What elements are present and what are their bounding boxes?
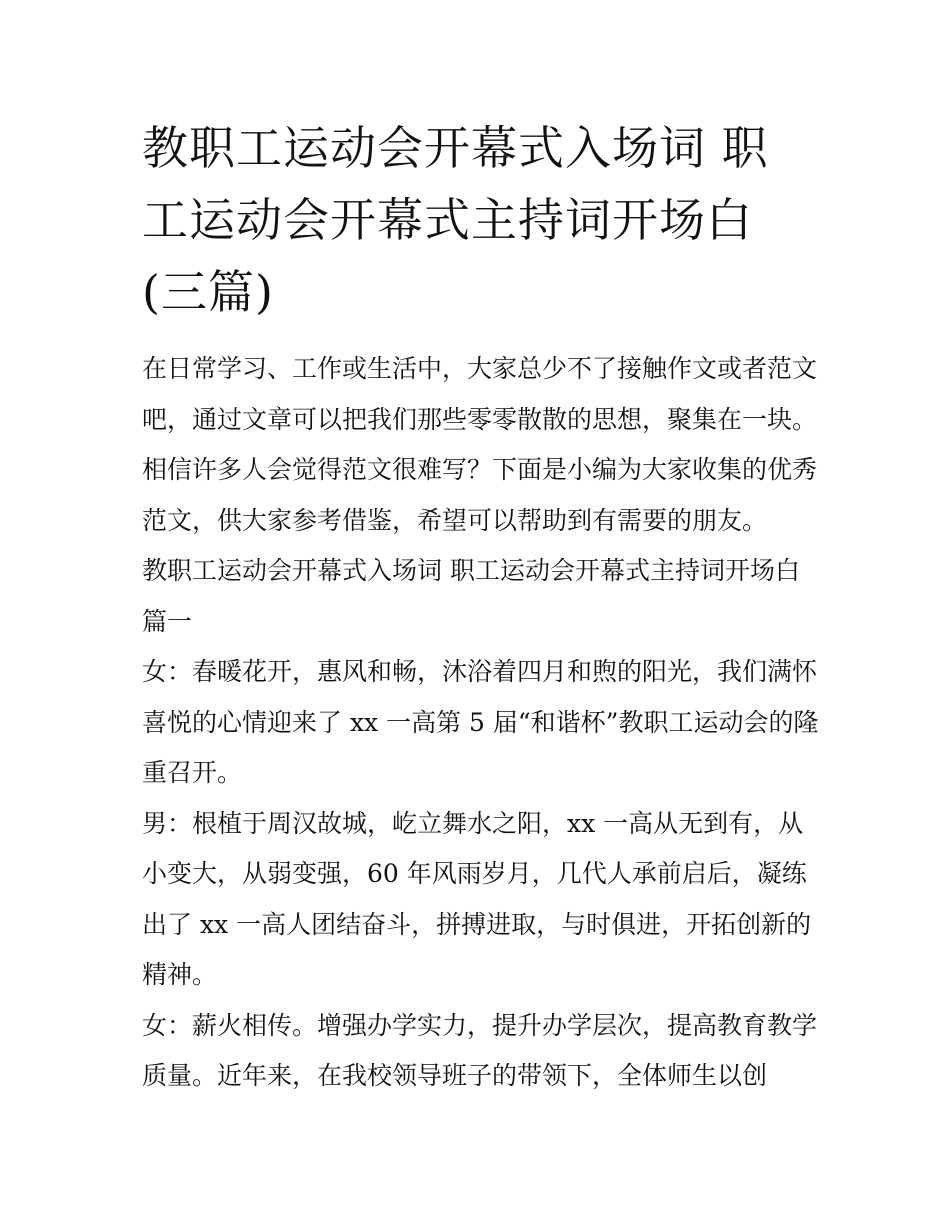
paragraph-line: 女：薪火相传。增强办学实力，提升办学层次，提高教育教学 [142,1010,818,1040]
intro-line: 在日常学习、工作或生活中，大家总少不了接触作文或者范文 [142,354,818,383]
title-line: 工运动会开幕式主持词开场白 [142,193,753,247]
document-page [142,112,822,1102]
paragraph-line: 重召开。 [142,758,243,787]
paragraph-line: 质量。近年来，在我校领导班子的带领下，全体师生以创 [142,1061,768,1090]
title-line: (三篇) [142,265,274,319]
section-heading-line: 篇一 [142,606,193,636]
paragraph-line: 男：根植于周汉故城，屹立舞水之阳，xx 一高从无到有，从 [142,808,804,838]
document-title [142,112,822,328]
intro-line: 吧，通过文章可以把我们那些零零散散的思想，聚集在一块。 [142,404,818,434]
intro-line: 范文，供大家参考借鉴，希望可以帮助到有需要的朋友。 [142,505,768,535]
paragraph-line: 女：春暖花开，惠风和畅，沐浴着四月和煦的阳光，我们满怀 [142,657,818,686]
title-line: 教职工运动会开幕式入场词 职 [142,121,769,175]
section-heading-line: 教职工运动会开幕式入场词 职工运动会开幕式主持词开场白 [142,556,800,585]
intro-line: 相信许多人会觉得范文很难写？下面是小编为大家收集的优秀 [142,455,818,484]
paragraph-line: 小变大，从弱变强，60 年风雨岁月，几代人承前启后，凝练 [142,859,807,888]
paragraph-line: 出了 xx 一高人团结奋斗，拼搏进取，与时俱进，开拓创新的 [142,909,812,939]
paragraph-line: 精神。 [142,960,218,989]
paragraph-line: 喜悦的心情迎来了 xx 一高第 5 届“和谐杯”教职工运动会的隆 [142,707,819,737]
document-body [142,344,822,1102]
